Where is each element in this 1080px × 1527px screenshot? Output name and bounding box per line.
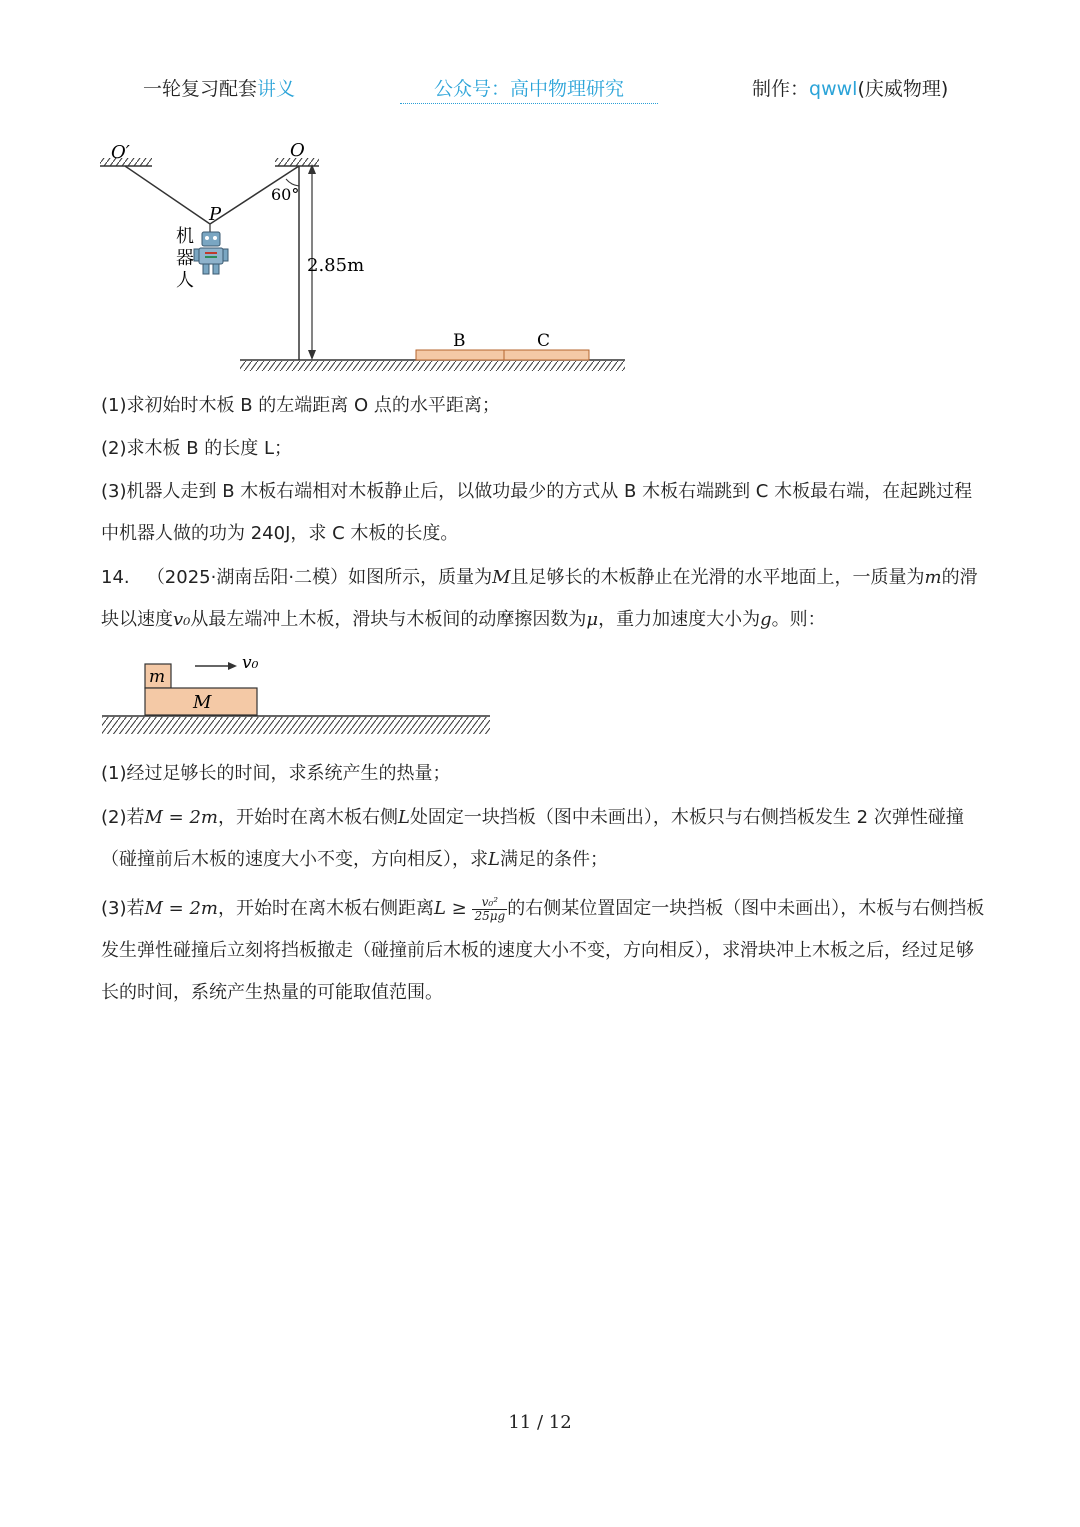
q14-p2-a: (2)若 [101,807,145,828]
label-o: O [290,140,305,161]
robot-icon [194,224,228,274]
q14-stem-f: 。则： [771,609,826,630]
ground-hatch [240,361,625,371]
q14-p3-c: 的右侧某位置固定一块挡板（图中未画出），木板与右侧挡板发生弹性碰撞后立刻将挡板撤走（碰撞前后木板的速度大小不变，方向相反），求滑块冲上木板之后，经过足够长的时间，系统产生热量的可能取值范围。 [101,898,985,1003]
q14-part2 [101,797,985,881]
q14-stem-a: 如图所示，质量为 [348,567,493,588]
q14-stem-b: 且足够长的木板静止在光滑的水平地面上，一质量为 [510,567,925,588]
label-m: m [149,667,166,687]
q14-p2-eq: M = 2m [144,807,218,828]
page-number: 11 / 12 [508,1412,572,1433]
q14-p3-b: ，开始时在离木板右侧距离 [217,898,434,919]
q14-p3-eq: M = 2m [144,898,218,919]
q14-stem-e: ，重力加速度大小为 [598,609,761,630]
q14-sym-g: g [760,609,772,630]
header-middle[interactable]: 公众号：高中物理研究 [400,74,658,104]
fraction-denominator: 25μg [474,908,506,923]
header-left [143,74,295,101]
q14-source: （2025·湖南岳阳·二模） [146,567,349,588]
label-b: B [453,331,466,351]
q13-part2: (2)求木板 B 的长度 L； [101,438,293,459]
q14-sym-M: M [492,567,511,588]
label-v0: v₀ [242,653,259,673]
header-right-text: 制作： [752,78,810,100]
figure-block-board [100,648,495,740]
board-b [416,350,504,360]
robot-char-2: 器 [176,248,194,269]
q14-p3-ineq: L ≥ [433,898,467,919]
velocity-arrow-head [228,662,237,670]
board-c [504,350,589,360]
q14-p2-c: 处固定一块挡板（图中未画出），木板只与右侧挡板发生 2 次弹性碰撞（碰撞前后木板的速度大小不变，方向相反），求 [101,807,964,870]
q14-p2-d: 满足的条件； [499,849,608,870]
header-right-accent: qwwl [809,78,858,100]
q14-p2-L: L [397,807,410,828]
height-arrow-bottom [308,350,316,360]
label-M: M [193,692,212,713]
q14-p2-b: ，开始时在离木板右侧 [217,807,398,828]
q14-number: 14. [101,567,130,588]
q13-part3: (3)机器人走到 B 木板右端相对木板静止后，以做功最少的方式从 B 木板右端跳到 C 木板最右端，在起跳过程中机器人做的功为 240J，求 C 木板的长度。 [101,481,973,544]
q14-stem [101,557,985,641]
figure-robot-rope [95,138,635,378]
q14-sym-m: m [924,567,942,588]
label-c: C [537,331,551,351]
robot-char-1: 机 [176,226,194,247]
q14-sym-mu: μ [586,609,599,630]
q14-p2-L2: L [488,849,500,870]
rope-o-prime-p [125,166,210,224]
header-right [752,74,948,101]
q14-p3-fraction [472,896,507,923]
header-right-tail: (庆威物理) [857,78,949,100]
label-height: 2.85m [307,255,365,276]
q14-part1: (1)经过足够长的时间，求系统产生的热量； [101,763,451,784]
q14-stem-c: 的滑块以速度 [101,567,978,630]
q14-p3-a: (3)若 [101,898,145,919]
q14-stem-d: 从最左端冲上木板，滑块与木板间的动摩擦因数为 [190,609,587,630]
label-o-prime: O′ [111,142,130,163]
robot-char-3: 人 [176,270,194,291]
header-left-text: 一轮复习配套 [143,78,258,100]
label-p: P [209,204,222,225]
header-left-accent: 讲义 [257,78,296,100]
ground-hatch-2 [102,717,490,734]
q13-part1: (1)求初始时木板 B 的左端距离 O 点的水平距离； [101,395,500,416]
q14-part3 [101,888,985,1014]
label-angle: 60° [271,185,300,204]
fraction-numerator: v₀² [472,896,507,910]
q14-sym-v0: v₀ [173,609,191,630]
